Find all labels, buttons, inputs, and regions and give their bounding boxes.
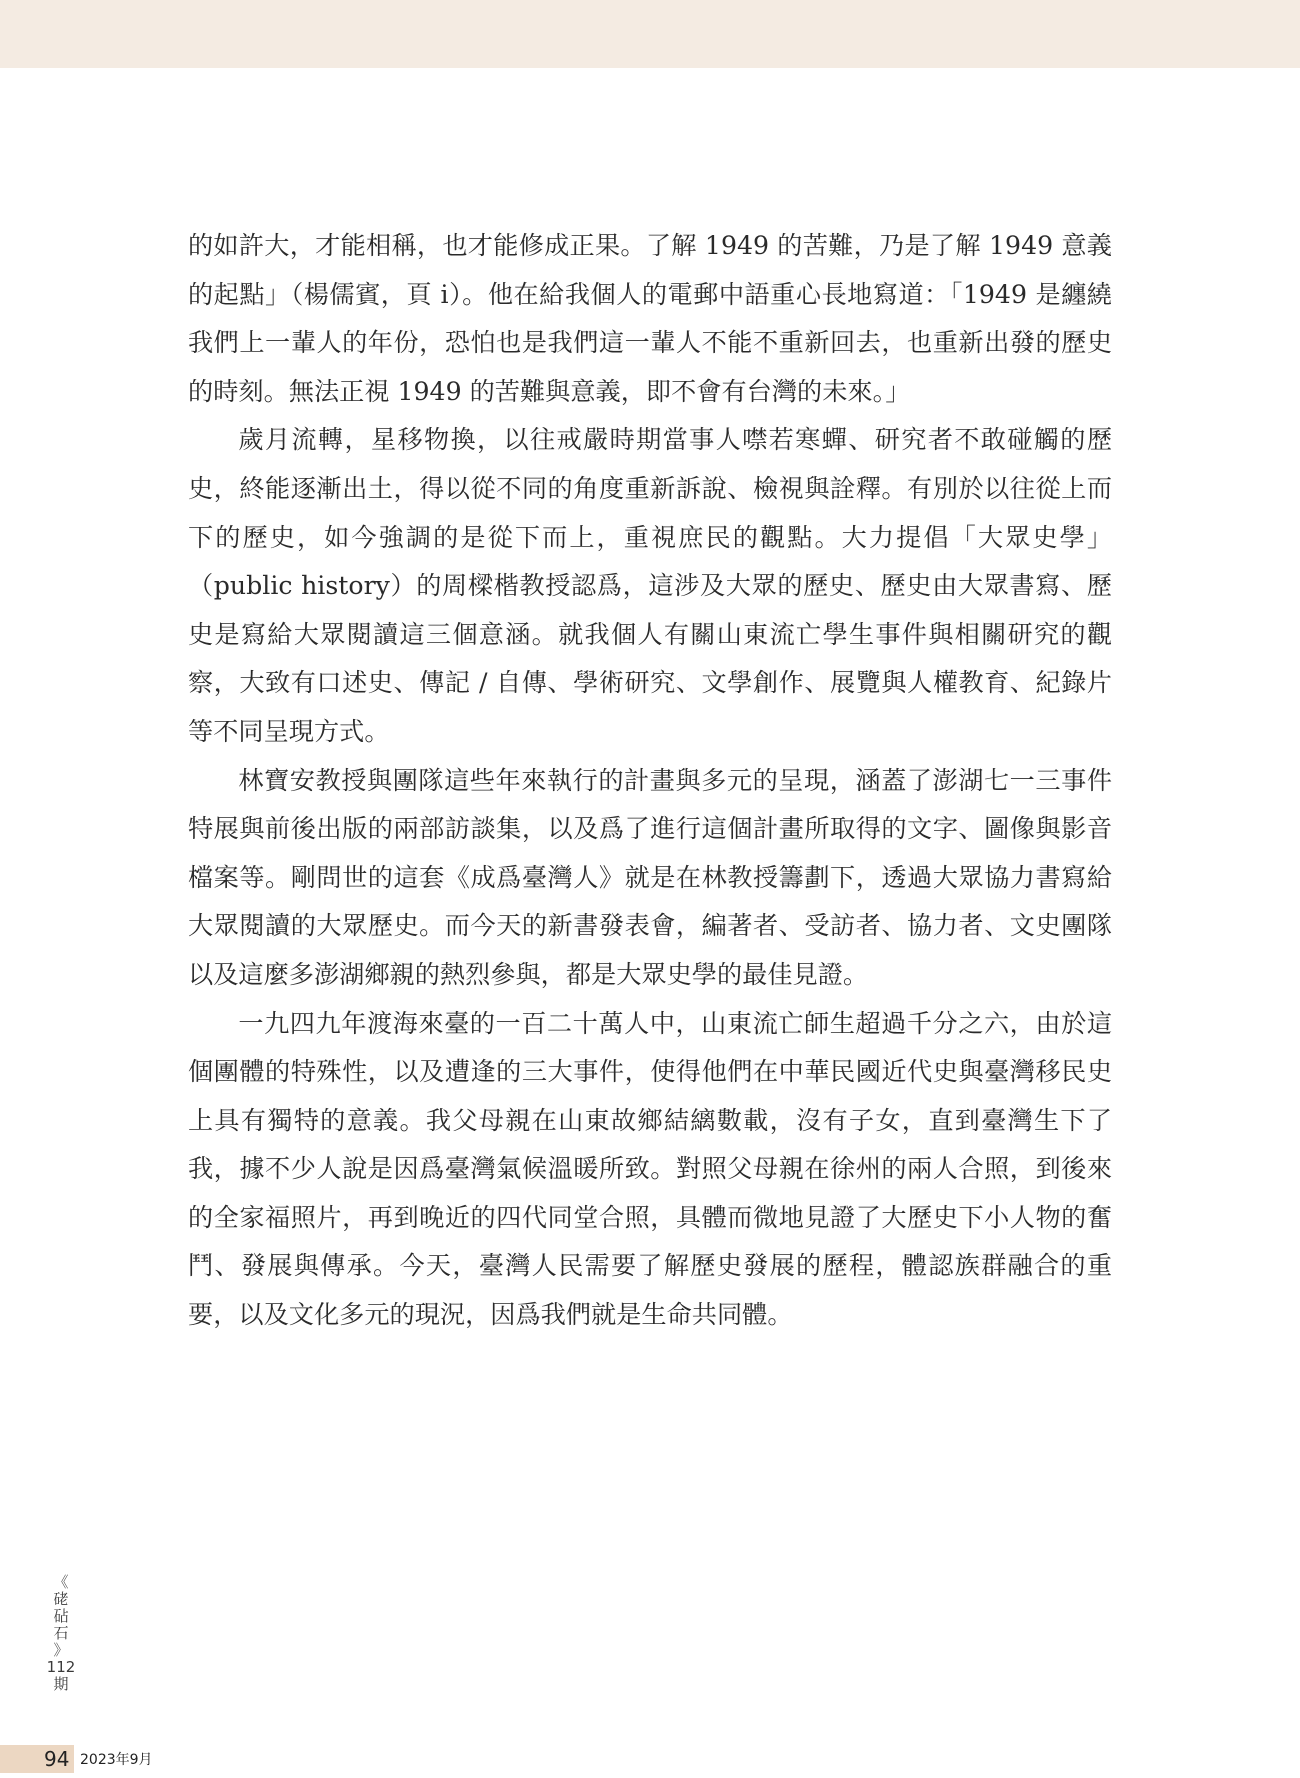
paragraph-4: 一九四九年渡海來臺的一百二十萬人中，山東流亡師生超過千分之六，由於這個團體的特殊性，以及遭逢的三大事件，使得他們在中華民國近代史與臺灣移民史上具有獨特的意義。我父母親在山東故鄉結縭數載，沒有子女，直到臺灣生下了我，據不少人說是因爲臺灣氣候溫暖所致。對照父母親在徐州的兩人合照，到後來的全家福照片，再到晚近的四代同堂合照，具體而微地見證了大歷史下小人物的奮鬥、發展與傳承。今天，臺灣人民需要了解歷史發展的歷程，體認族群融合的重要，以及文化多元的現況，因爲我們就是生命共同體。: [188, 1008, 1112, 1330]
journal-title-char-2: 砧: [53, 1607, 69, 1625]
page-number: 94: [44, 1747, 70, 1771]
issue-number: 112: [46, 1658, 76, 1676]
journal-title-open-bracket: 《: [53, 1573, 69, 1591]
header-band: [0, 0, 1300, 68]
journal-title-char-1: 硓: [53, 1590, 69, 1608]
issue-suffix: 期: [53, 1675, 69, 1693]
paragraph-3: 林寶安教授與團隊這些年來執行的計畫與多元的呈現，涵蓋了澎湖七一三事件特展與前後出版的兩部訪談集，以及爲了進行這個計畫所取得的文字、圖像與影音檔案等。剛問世的這套《成爲臺灣人》就是在林教授籌劃下，透過大眾協力書寫給大眾閱讀的大眾歷史。而今天的新書發表會，編著者、受訪者、協力者、文史團隊以及這麼多澎湖鄉親的熱烈參與，都是大眾史學的最佳見證。: [188, 765, 1112, 989]
issue-date: 2023年9月: [80, 1752, 153, 1768]
article-body: [188, 222, 1112, 1340]
journal-title-close-bracket: 》: [53, 1641, 69, 1659]
paragraph-2: 歲月流轉，星移物換，以往戒嚴時期當事人噤若寒蟬、研究者不敢碰觸的歷史，終能逐漸出土，得以從不同的角度重新訴說、檢視與詮釋。有別於以往從上而下的歷史，如今強調的是從下而上，重視庶民的觀點。大力提倡「大眾史學」（public history）的周樑楷教授認爲，這涉及大眾的歷史、歷史由大眾書寫、歷史是寫給大眾閱讀這三個意涵。就我個人有關山東流亡學生事件與相關研究的觀察，大致有口述史、傳記 / 自傳、學術研究、文學創作、展覽與人權教育、紀錄片等不同呈現方式。: [188, 425, 1112, 746]
journal-title-char-3: 石: [53, 1624, 69, 1642]
journal-issue-label: [46, 1574, 76, 1693]
paragraph-1: 的如許大，才能相稱，也才能修成正果。了解 1949 的苦難，乃是了解 1949 意義的起點」（楊儒賓，頁 i）。他在給我個人的電郵中語重心長地寫道：「1949 是纏繞我們上一輩人的年份，恐怕也是我們這一輩人不能不重新回去，也重新出發的歷史的時刻。無法正視 1949 的苦難與意義，即不會有台灣的未來。」: [188, 231, 1112, 406]
